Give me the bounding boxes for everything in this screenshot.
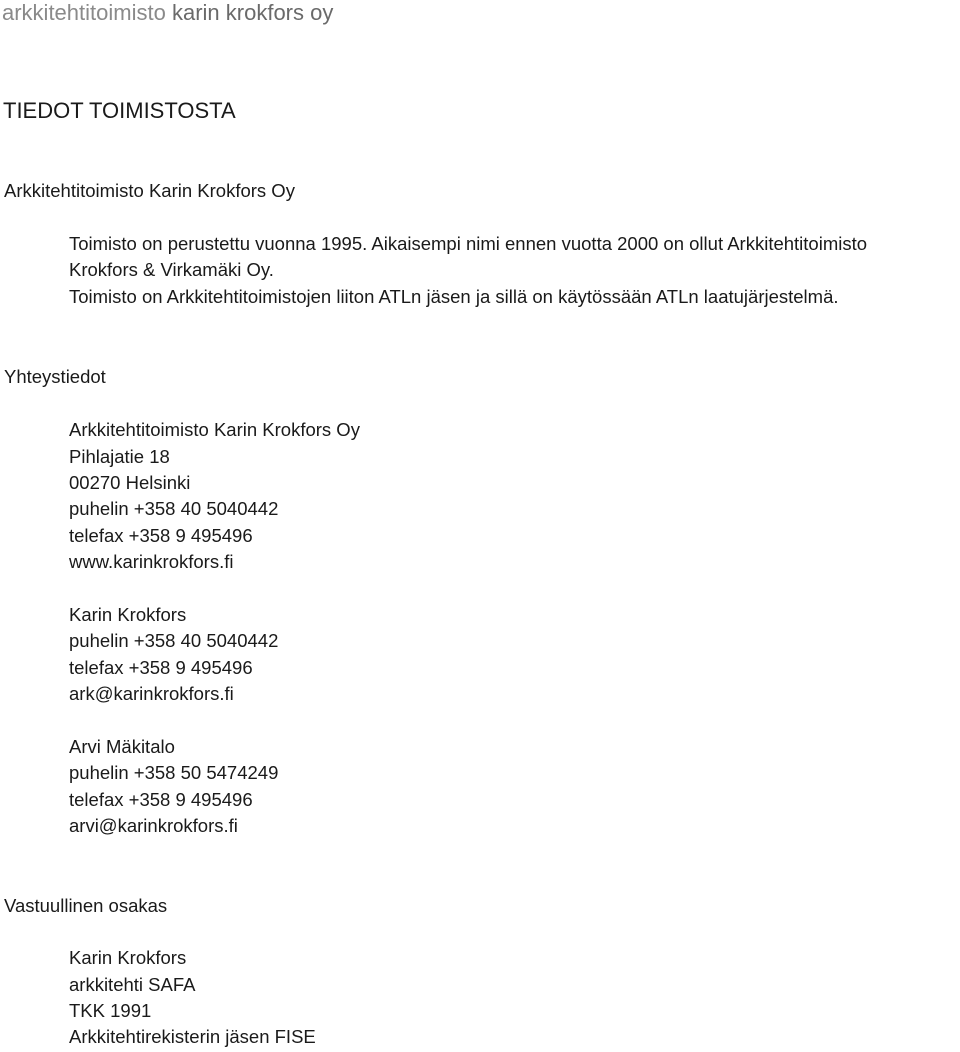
responsible-title: arkkitehti SAFA (69, 974, 196, 995)
karin-fax: telefax +358 9 495496 (69, 657, 253, 678)
intro-line-1: Toimisto on perustettu vuonna 1995. Aikaisempi nimi ennen vuotta 2000 on ollut Arkkitehtitoimisto (69, 233, 868, 254)
company-name: Arkkitehtitoimisto Karin Krokfors Oy (4, 180, 295, 201)
karin-name: Karin Krokfors (69, 604, 187, 625)
office-name: Arkkitehtitoimisto Karin Krokfors Oy (69, 419, 360, 440)
arvi-email-link[interactable]: arvi@karinkrokfors.fi (69, 815, 238, 836)
page-title: TIEDOT TOIMISTOSTA (3, 98, 236, 123)
responsible-degree: TKK 1991 (69, 1000, 152, 1021)
arvi-phone: puhelin +358 50 5474249 (69, 762, 279, 783)
office-fax: telefax +358 9 495496 (69, 525, 253, 546)
brand-wordmark (2, 2, 333, 24)
office-street: Pihlajatie 18 (69, 446, 170, 467)
brand-prefix: arkkitehtitoimisto (2, 0, 166, 25)
office-website-link[interactable]: www.karinkrokfors.fi (69, 551, 234, 572)
karin-phone: puhelin +358 40 5040442 (69, 630, 279, 651)
responsible-heading: Vastuullinen osakas (4, 895, 168, 916)
karin-email-link[interactable]: ark@karinkrokfors.fi (69, 683, 234, 704)
responsible-name: Karin Krokfors (69, 947, 187, 968)
intro-line-3: Toimisto on Arkkitehtitoimistojen liiton ATLn jäsen ja sillä on käytössään ATLn laatujärjestelmä. (69, 286, 839, 307)
arvi-fax: telefax +358 9 495496 (69, 789, 253, 810)
intro-line-2: Krokfors & Virkamäki Oy. (69, 259, 274, 280)
brand-name: karin krokfors oy (171, 0, 334, 25)
arvi-name: Arvi Mäkitalo (69, 736, 175, 757)
office-phone: puhelin +358 40 5040442 (69, 498, 279, 519)
office-postal: 00270 Helsinki (69, 472, 191, 493)
contacts-heading: Yhteystiedot (4, 366, 106, 387)
responsible-registry: Arkkitehtirekisterin jäsen FISE (69, 1026, 316, 1047)
